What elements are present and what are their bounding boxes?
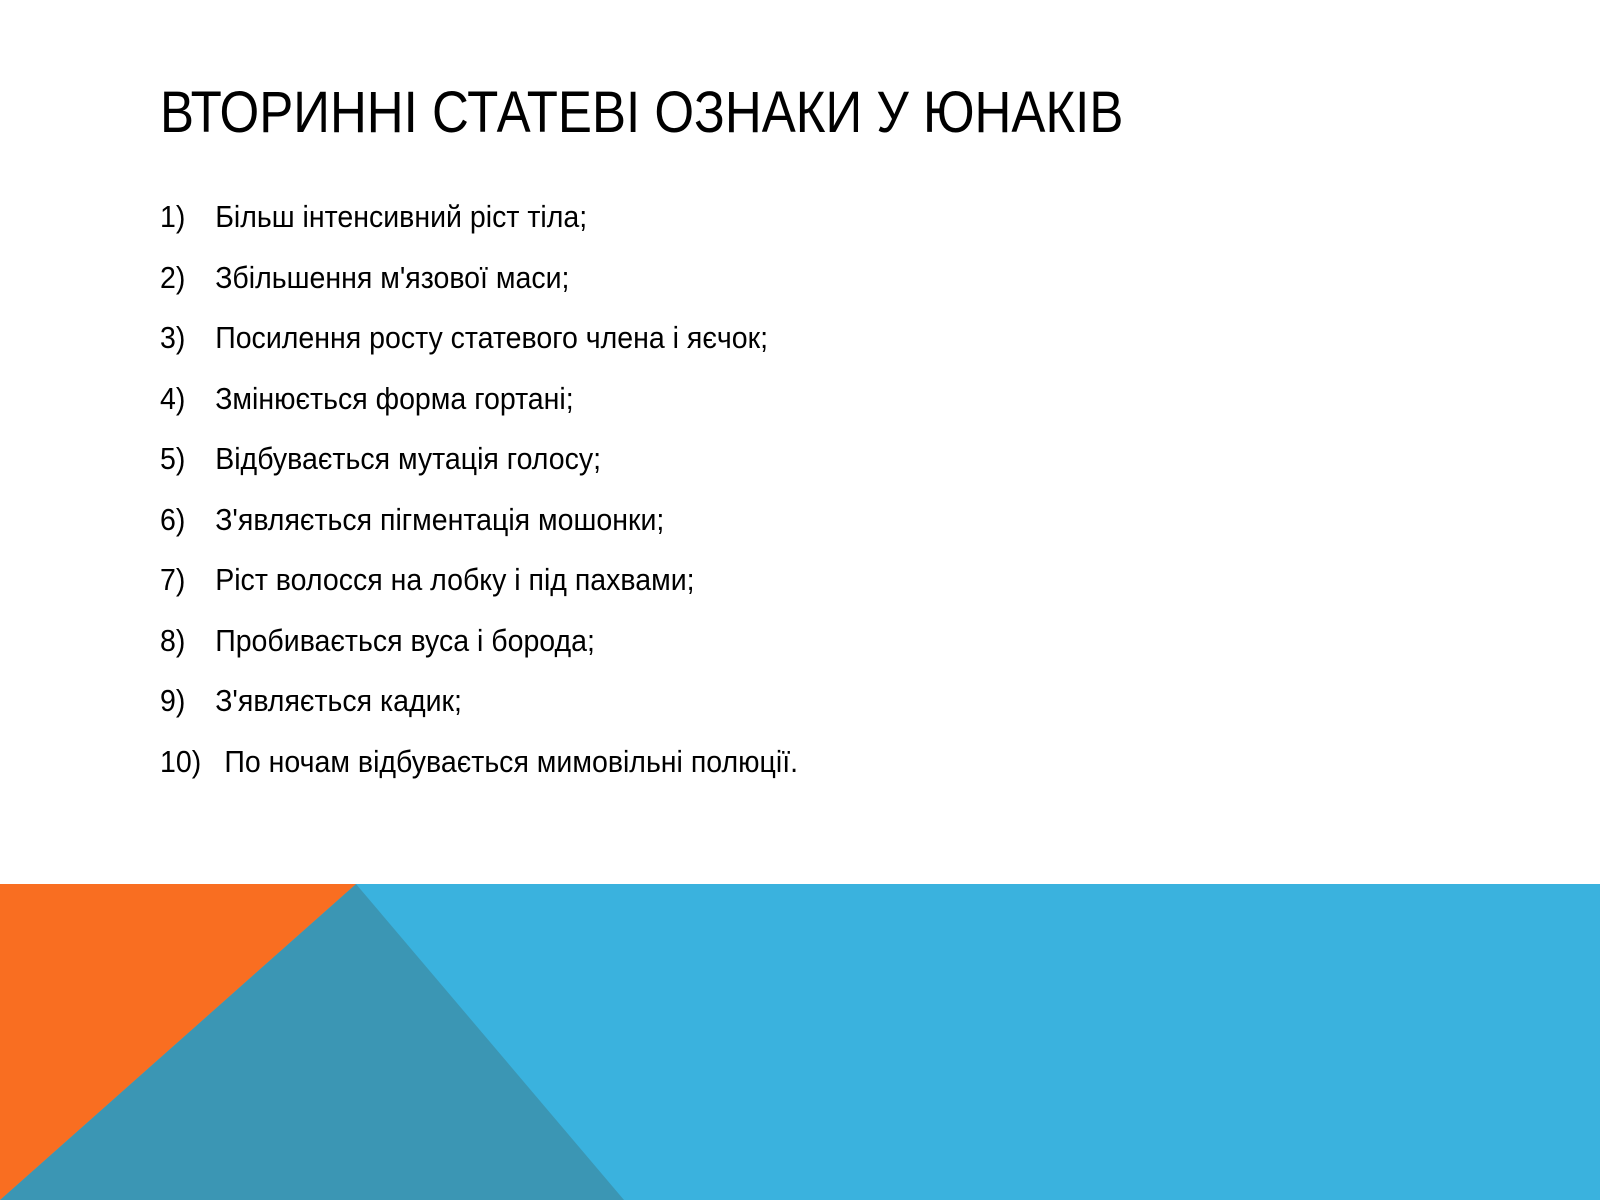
list-item-number: 1) — [160, 199, 186, 234]
list-item — [160, 499, 798, 560]
list-item-number: 9) — [160, 683, 186, 718]
list-item-number: 6) — [160, 501, 186, 537]
list-item — [160, 741, 798, 802]
list-item-text: Ріст волосся на лобку і під пахвами; — [215, 562, 695, 597]
list-item — [160, 378, 798, 439]
list-item — [160, 317, 798, 378]
list-item — [160, 257, 798, 318]
slide-title: ВТОРИННІ СТАТЕВІ ОЗНАКИ У ЮНАКІВ — [160, 80, 1124, 145]
list-item-number: 8) — [160, 622, 186, 658]
list-item — [160, 559, 798, 620]
list-item-text: По ночам відбувається мимовільні полюції. — [224, 743, 799, 779]
list-item — [160, 196, 798, 257]
list-item-text: Відбувається мутація голосу; — [215, 441, 602, 476]
list-item-number: 4) — [160, 380, 186, 416]
list-item-number: 10) — [160, 743, 202, 779]
list-item-text: Збільшення м'язової маси; — [215, 259, 570, 295]
list-item — [160, 680, 798, 741]
list-item-text: Змінюється форма гортані; — [215, 380, 574, 416]
features-list — [160, 196, 854, 801]
list-item-number: 5) — [160, 441, 186, 476]
list-item-text: Більш інтенсивний ріст тіла; — [215, 199, 588, 234]
list-item-text: З'являється кадик; — [215, 683, 462, 718]
list-item-number: 2) — [160, 259, 186, 295]
list-item-text: З'являється пігментація мошонки; — [215, 501, 665, 537]
list-item-number: 7) — [160, 562, 186, 597]
list-item-text: Посилення росту статевого члена і яєчок; — [215, 320, 769, 355]
list-item — [160, 620, 798, 681]
list-item-number: 3) — [160, 320, 186, 355]
list-item-text: Пробивається вуса і борода; — [215, 622, 595, 658]
list-item — [160, 438, 798, 499]
decorative-footer-band — [0, 884, 1600, 1200]
